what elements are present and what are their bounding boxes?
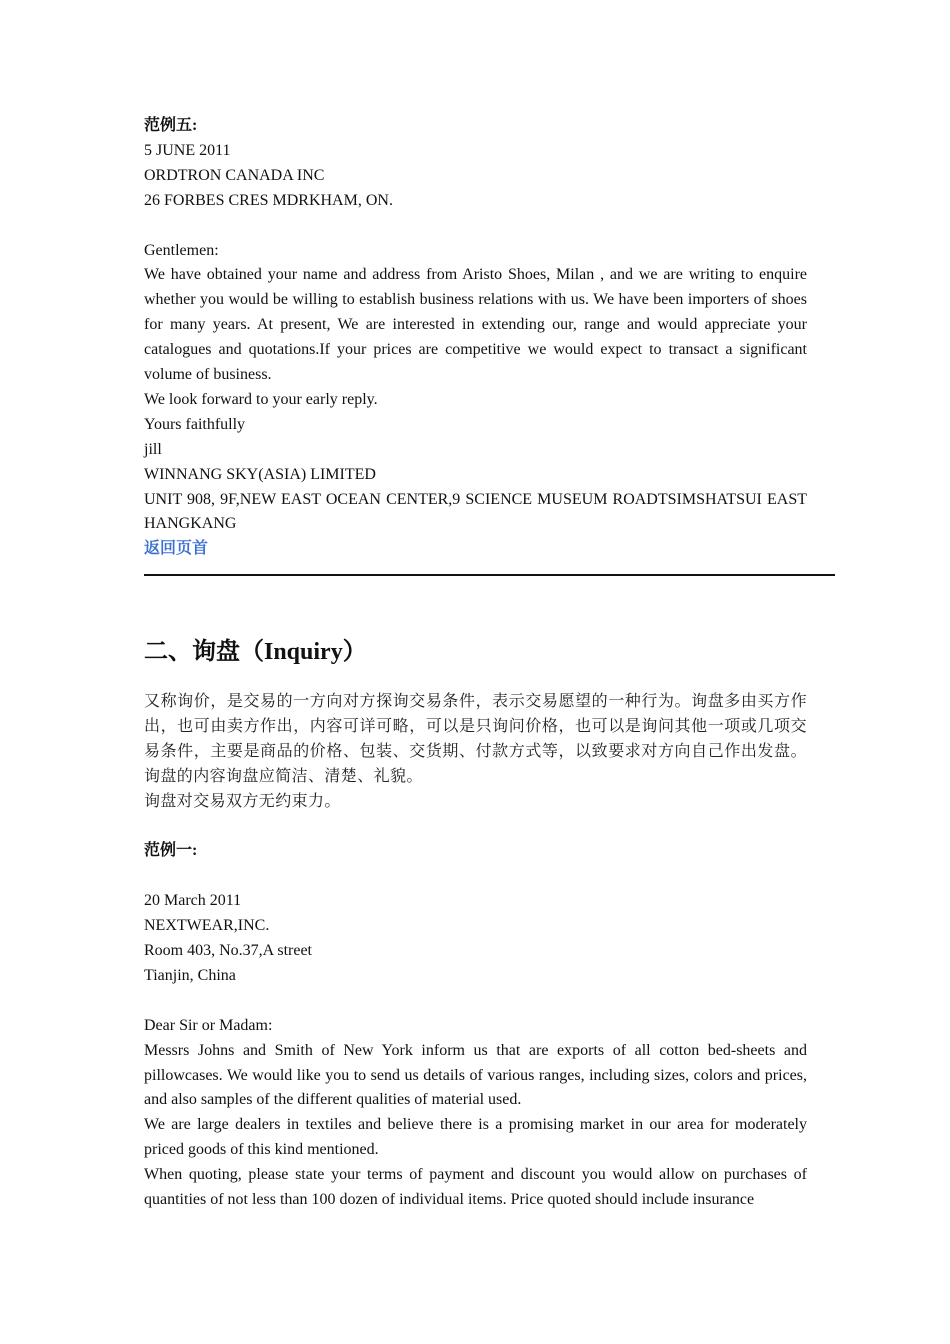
recipient-address-line-2: Tianjin, China xyxy=(144,966,236,984)
example-one-title: 范例一: xyxy=(144,842,198,860)
sender-address: UNIT 908, 9F,NEW EAST OCEAN CENTER,9 SCIENCE MUSEUM ROADTSIMSHATSUI EAST HANGKANG xyxy=(144,490,807,533)
salutation: Gentlemen: xyxy=(144,241,219,259)
inquiry-section xyxy=(144,690,807,1213)
spacer xyxy=(144,864,807,889)
letter-paragraph-1: Messrs Johns and Smith of New York inform us that are exports of all cotton bed-sheets and pillowcases. We would like you to send us details of various ranges, including sizes, colors and prices, and also samples of the different qualities of material used. xyxy=(144,1041,807,1109)
letter-body: We have obtained your name and address from Aristo Shoes, Milan , and we are writing to enquire whether you would be willing to establish business relations with us. We have been importers of shoes for many years. At present, We are interested in extending our, range and would appreciate your catalogues and quotations.If your prices are competitive we would expect to transact a significant volume of business. xyxy=(144,266,807,384)
spacer xyxy=(144,214,807,239)
example-five-title: 范例五: xyxy=(144,117,198,134)
signer-name: jill xyxy=(144,440,162,458)
inquiry-note: 询盘对交易双方无约束力。 xyxy=(144,792,341,810)
recipient-address-line-1: Room 403, No.37,A street xyxy=(144,942,312,960)
closing-line: We look forward to your early reply. xyxy=(144,390,378,408)
back-to-top-link[interactable]: 返回页首 xyxy=(144,540,209,558)
letter-date: 5 JUNE 2011 xyxy=(144,141,231,159)
salutation: Dear Sir or Madam: xyxy=(144,1016,273,1034)
section-divider xyxy=(144,574,835,576)
letter-paragraph-3: When quoting, please state your terms of payment and discount you would allow on purchases of quantities of not less than 100 dozen of individual items. Price quoted should include insurance xyxy=(144,1166,807,1209)
spacer xyxy=(144,989,807,1014)
inquiry-intro: 又称询价，是交易的一方向对方探询交易条件，表示交易愿望的一种行为。询盘多由买方作出，也可由卖方作出，内容可详可略，可以是只询问价格，也可以是询问其他一项或几项交易条件，主要是商品的价格、包装、交货期、付款方式等，以致要求对方向自己作出发盘。询盘的内容询盘应简洁、清楚、礼貌。 xyxy=(144,693,807,785)
spacer xyxy=(144,815,807,840)
signoff: Yours faithfully xyxy=(144,415,246,433)
recipient-address: 26 FORBES CRES MDRKHAM, ON. xyxy=(144,191,393,209)
example-five-letter xyxy=(144,114,807,562)
recipient-company: ORDTRON CANADA INC xyxy=(144,166,325,184)
sender-company: WINNANG SKY(ASIA) LIMITED xyxy=(144,465,376,483)
letter-paragraph-2: We are large dealers in textiles and believe there is a promising market in our area for moderately priced goods of this kind mentioned. xyxy=(144,1116,807,1159)
section-heading: 二、询盘（Inquiry） xyxy=(144,639,367,665)
letter-date: 20 March 2011 xyxy=(144,892,242,910)
recipient-company: NEXTWEAR,INC. xyxy=(144,917,270,935)
